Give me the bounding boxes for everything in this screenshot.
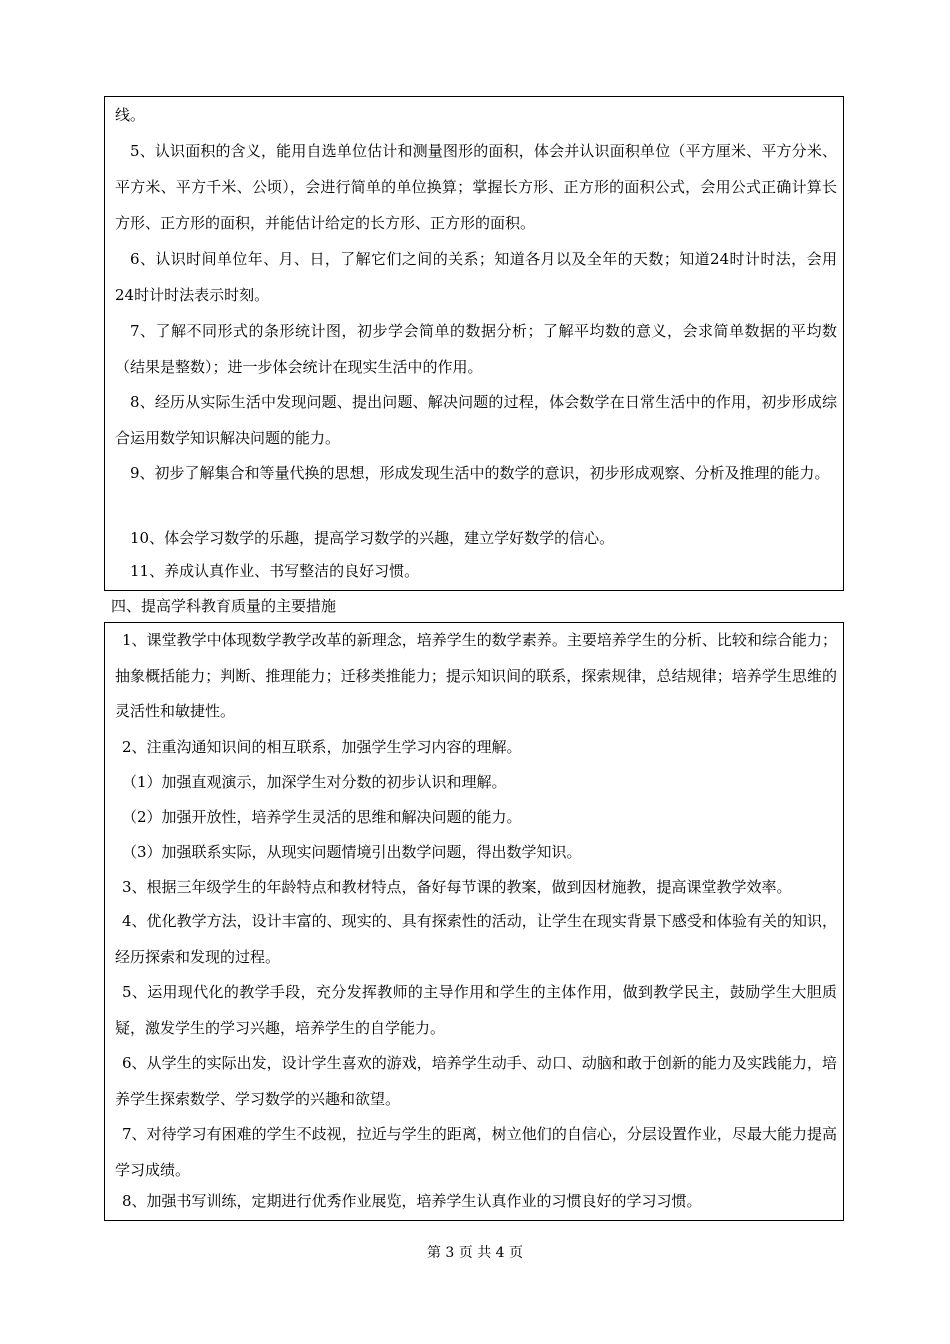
measure-item-2: 2、注重沟通知识间的相互联系，加强学生学习内容的理解。 bbox=[122, 738, 522, 756]
measure-item-7: 7、对待学习有困难的学生不歧视，拉近与学生的距离，树立他们的自信心，分层设置作业，尽最大能力提高学习成绩。 bbox=[115, 1125, 837, 1179]
objective-item-6: 6、认识时间单位年、月、日，了解它们之间的关系；知道各月以及全年的天数；知道24时计时法，会用24时计时法表示时刻。 bbox=[115, 250, 837, 304]
measure-sub-item-3: （3）加强联系实际，从现实问题情境引出数学问题，得出数学知识。 bbox=[122, 843, 582, 861]
measure-sub-item-1: （1）加强直观演示，加深学生对分数的初步认识和理解。 bbox=[122, 773, 507, 791]
objective-continuation: 线。 bbox=[115, 106, 146, 124]
objective-item-7: 7、了解不同形式的条形统计图，初步学会简单的数据分析；了解平均数的意义，会求简单数据的平均数（结果是整数）；进一步体会统计在现实生活中的作用。 bbox=[115, 322, 837, 376]
measure-item-4: 4、优化教学方法，设计丰富的、现实的、具有探索性的活动，让学生在现实背景下感受和体验有关的知识，经历探索和发现的过程。 bbox=[115, 912, 837, 966]
objective-item-5: 5、认识面积的含义，能用自选单位估计和测量图形的面积，体会并认识面积单位（平方厘米、平方分米、平方米、平方千米、公顷），会进行简单的单位换算；掌握长方形、正方形的面积公式，会用公式正确计算长方形、正方形的面积，并能估计给定的长方形、正方形的面积。 bbox=[115, 142, 837, 232]
objective-item-11: 11、养成认真作业、书写整洁的良好习惯。 bbox=[130, 562, 420, 580]
measure-item-6: 6、从学生的实际出发，设计学生喜欢的游戏，培养学生动手、动口、动脑和敢于创新的能力及实践能力，培养学生探索数学、学习数学的兴趣和欲望。 bbox=[115, 1054, 837, 1108]
measure-item-1: 1、课堂教学中体现数学教学改革的新理念，培养学生的数学素养。主要培养学生的分析、比较和综合能力；抽象概括能力；判断、推理能力；迁移类推能力；提示知识间的联系，探索规律，总结规律；培养学生思维的灵活性和敏捷性。 bbox=[115, 631, 837, 720]
section-heading: 四、提高学科教育质量的主要措施 bbox=[111, 597, 337, 615]
measure-item-3: 3、根据三年级学生的年龄特点和教材特点，备好每节课的教案，做到因材施教，提高课堂教学效率。 bbox=[122, 878, 792, 896]
objectives-box bbox=[104, 96, 844, 591]
measures-box bbox=[104, 622, 844, 1221]
measure-item-8: 8、加强书写训练，定期进行优秀作业展览，培养学生认真作业的习惯良好的学习习惯。 bbox=[122, 1192, 702, 1210]
page-footer: 第 3 页 共 4 页 bbox=[426, 1245, 524, 1261]
objective-item-8: 8、经历从实际生活中发现问题、提出问题、解决问题的过程，体会数学在日常生活中的作用，初步形成综合运用数学知识解决问题的能力。 bbox=[115, 393, 837, 447]
measure-sub-item-2: （2）加强开放性，培养学生灵活的思维和解决问题的能力。 bbox=[122, 808, 522, 826]
objective-item-10: 10、体会学习数学的乐趣，提高学习数学的兴趣，建立学好数学的信心。 bbox=[130, 529, 615, 547]
objective-item-9: 9、初步了解集合和等量代换的思想，形成发现生活中的数学的意识，初步形成观察、分析及推理的能力。 bbox=[130, 464, 830, 482]
measure-item-5: 5、运用现代化的教学手段，充分发挥教师的主导作用和学生的主体作用，做到教学民主，鼓励学生大胆质疑，激发学生的学习兴趣，培养学生的自学能力。 bbox=[115, 983, 837, 1037]
